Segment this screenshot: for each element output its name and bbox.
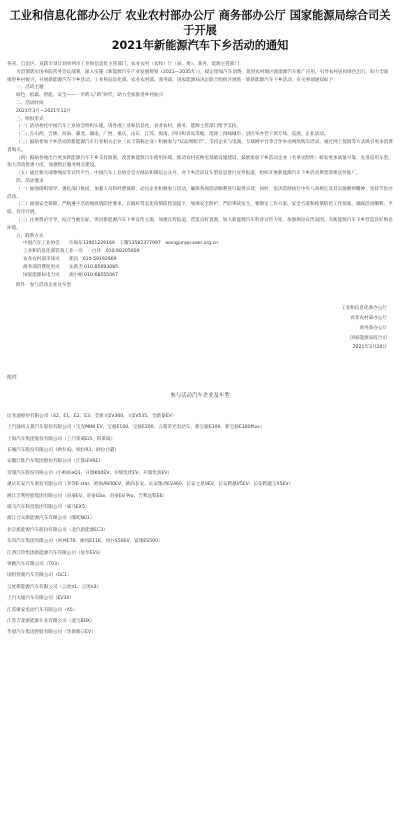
section-1-title: 一、活动主题 — [16, 85, 44, 91]
list-item: 北京新能源汽车股份有限公司（北汽新能源EC3） — [7, 527, 108, 533]
list-item: 上海汽车集团股份有限公司（上汽荣威Ei5、科莱威） — [7, 436, 116, 442]
list-item: 长城汽车股份有限公司（欧拉iQ、欧拉R1、欧拉白猫） — [7, 447, 120, 453]
title-line-1: 工业和信息化部办公厅 农业农村部办公厅 商务部办公厅 国家能源局综合司关于开展 — [9, 9, 391, 37]
list-item: 零跑汽车有限公司（T03） — [7, 561, 62, 567]
document-title — [7, 8, 393, 53]
attachment-note: 附件：参与活动企业及车型 — [16, 283, 72, 289]
document-body — [7, 61, 393, 639]
section-1-text: 绿色、低碳、智能、安全——一步跨入“新”时代，助力全面推进乡村振兴 — [16, 93, 164, 99]
list-item: 江苏吉麦新能源车业有限公司（凌宝BOX） — [7, 619, 95, 624]
intro-paragraph: 为贯彻落实国务院常务会议部署，深入实施《新能源汽车产业发展规划（2021—2035年）》，稳定增加汽车消费，促进农村地区新能源汽车推广应用，引导农村居民绿色出行，助力全面推进乡村振兴，开展新能源汽车下乡活动。工业和信息化部、农业农村部、商务部、国家能源局决定联合组织开展新一轮新能源汽车下乡活动，有关事项通知如下： — [7, 69, 389, 83]
contact-line: 工业和信息化部装备工业一司 白洋 010-68205609 — [23, 249, 140, 255]
section-4-paragraph: （一）加强组织领导，强化部门协同，加强人员和经费保障，动员企业积极参与活动，确保各项活动顺利进行取得实效。同时，坚决贯彻执行中央八项规定及其实施细则精神，坚持节俭办活动。 — [7, 186, 393, 200]
section-3-title: 三、组织形式 — [16, 116, 44, 122]
list-item: 江苏敏安电动汽车有限公司（A5） — [7, 607, 78, 613]
list-item: 重庆长安汽车股份有限公司（奔奔E-star、欧尚A600EV、欧尚长安、长安逸动EV460、长安之星9EV、长安跨越V5EV、长安跨越王X5EV） — [7, 482, 294, 488]
signature-line: 工业和信息化部办公厅 — [341, 306, 387, 312]
list-item: 东风汽车集团有限公司（风神E70、俊风E11K、风行S50EV、富康ES500） — [7, 539, 163, 545]
annex-title: 参与活动汽车企业及车型 — [170, 392, 230, 399]
section-4-title: 四、活动要求 — [16, 178, 44, 184]
title-line-2: 2021年新能源汽车下乡活动的通知 — [111, 39, 289, 52]
signature-date: 2021年3月26日 — [352, 345, 387, 351]
annex-company-list — [7, 411, 393, 639]
section-4-paragraph: （二）加强安全保障，严格遵守活动地疫情防控要求，在做好常态化疫情防控前提下，加强安全防护，严防事故发生，要制定工作方案、安全方案和疫情防控工作预案，确保活动顺利、平稳、有序开展。 — [7, 202, 393, 216]
section-3-paragraph: （四）鼓励各地出台更多新能源汽车下乡支持政策，改善新能源汽车使用环境，推动农村充换电基础设施建设，鼓励参加下乡活动企业（名单见附件）研发更多质量可靠、先进适用车型，加大活动优惠力度，加强售后服务网点建设。 — [7, 155, 393, 169]
signature-line: 农业农村部办公厅 — [350, 315, 387, 321]
section-3-paragraph: （二）在山西、吉林、河南、湖北、湖南、广西、重庆、山东、江苏、海南、四川和青岛等地，选择三四线城市、县区举办若干场专场、巡展、企业活动。 — [16, 132, 329, 138]
contact-line: 农业农村部市场司 郑昌 010-59192909 — [23, 256, 117, 262]
contact-line: 国家能源局电力司 胡小刚 010-68555067 — [23, 272, 118, 278]
section-2-title: 二、活动时间 — [16, 100, 44, 106]
list-item: 安徽江淮汽车集团股份有限公司（江淮iEV6E） — [7, 459, 103, 465]
annex-heading: 附件 — [7, 375, 18, 382]
contact-line: 中国汽车工业协会 许海东13901229166 王耀13582377997 wangjun@caam.org.cn — [23, 241, 219, 247]
section-2-text: 2021年3月—2021年12月 — [16, 108, 72, 114]
section-3-paragraph: （一）活动委托中国汽车工业协会组织实施，请各地工业和信息化、农业农村、商务、能源主管部门给予支持。 — [16, 124, 242, 130]
section-3-paragraph: （三）鼓励参加下乡活动的新能源汽车行业相关企业（以下简称企业）积极参与“双品网购节”，支持企业与电商、互联网平台等合作举办网络购车活动，通过网上促销等方式吸引更多消费者购买。 — [7, 139, 393, 153]
signature-line: 商务部办公厅 — [359, 325, 387, 331]
list-item: 浙江吉利控股集团有限公司（帝豪EV、帝豪GSe、帝豪EV Pro、吉利远程E6） — [7, 493, 167, 499]
contact-list — [7, 240, 393, 279]
list-item: 比亚迪股份有限公司（S2、E1、E2、E3、全新元EV360、元EV535、全新秦EV） — [7, 413, 177, 419]
salutation: 各省、自治区、直辖市及计划单列市工业和信息化主管部门、农业农村（农牧）厅（局、委）、商务、能源主管部门： — [7, 62, 244, 67]
list-item: 奇瑞汽车股份有限公司（小蚂蚁eQ1、开瑞K60EV、开瑞优优EV、开瑞优劲EV） — [7, 470, 172, 476]
list-item: 浙江合众新能源汽车有限公司（哪吒N01） — [7, 516, 95, 522]
section-3-paragraph: （五）通过相关部委网站等宣传平台、中国汽车工业协会官方网站和微信公众号，对下乡活动及车型信息进行宣传报道，组织开展新能源汽车下乡活动典型效果宣传推广。 — [16, 171, 361, 177]
list-item: 上汽通用五菱汽车股份有限公司（宝光MINI EV、宝骏E100、宝骏E200、五菱荣光电动车、新宝骏E300、新宝骏E300Plus） — [7, 425, 265, 431]
list-item: 云度新能源汽车有限公司（云度π1、云度π3） — [7, 584, 102, 590]
contact-line: 商务部消费促进司 宋禹杰 010-85093085 — [23, 264, 118, 270]
list-item: 国机智骏汽车有限公司（GC1） — [7, 573, 72, 579]
list-item: 上汽大通汽车有限公司（EV30） — [7, 596, 75, 602]
list-item: 江西江铃集团新能源汽车有限公司（易至EV3） — [7, 550, 104, 556]
section-5-title: 五、联系方式 — [16, 233, 44, 239]
section-4-paragraph: （三）注重舆论引导，结合当地实际，突出新能源汽车下乡宣传主题，加强宣传报道，营造良好氛围，加大新能源汽车科普宣传力度，加强舆论宣传氛围，为新能源汽车下乡营造良好舆论环境。 — [7, 217, 393, 231]
signature-block — [7, 304, 393, 353]
list-item: 威马汽车科技集团有限公司（威马EX5） — [7, 504, 90, 510]
signature-line: 国家能源局综合司 — [350, 335, 387, 341]
list-item: 华晨汽车集团控股有限公司（华晨新日EV） — [7, 630, 96, 636]
